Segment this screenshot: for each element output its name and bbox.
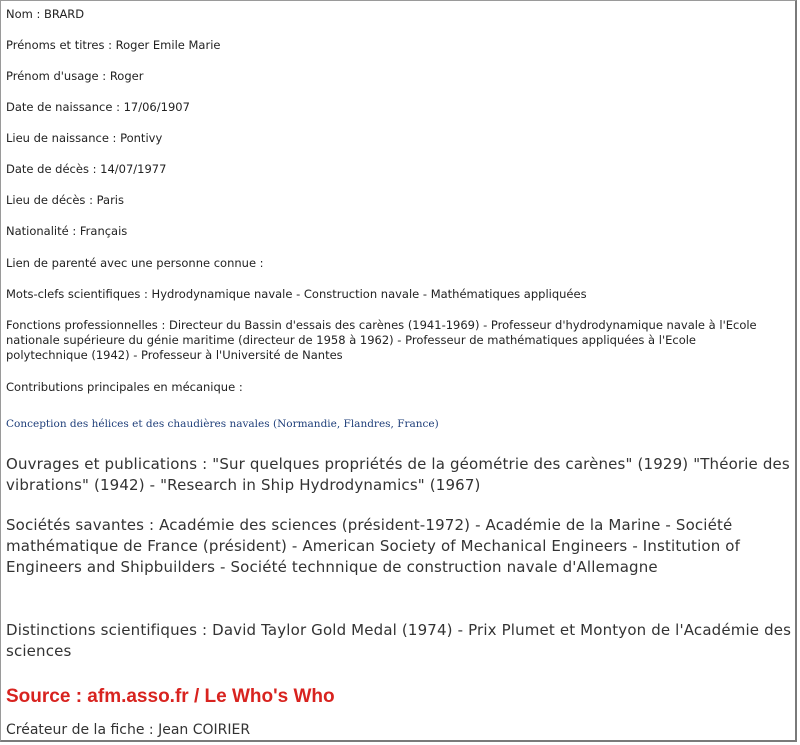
prenom-usage-field: Prénom d'usage : Roger: [6, 69, 144, 83]
nationalite-field: Nationalité : Français: [6, 224, 128, 238]
createur-field: Créateur de la fiche : Jean COIRIER: [6, 722, 251, 738]
parente-field: Lien de parenté avec une personne connue :: [6, 256, 264, 270]
source-credit: Source : afm.asso.fr / Le Who's Who: [6, 686, 335, 707]
date-naissance-field: Date de naissance : 17/06/1907: [6, 100, 190, 114]
contributions-label: Contributions principales en mécanique :: [6, 380, 243, 394]
mots-clefs-field: Mots-clefs scientifiques : Hydrodynamique navale - Construction navale - Mathématiques appliquées: [6, 287, 587, 301]
societes-field: Sociétés savantes : Académie des sciences (président-1972) - Académie de la Marine - Société mathématique de France (président) - American Society of Mechanical Engineers - Institution of Engineers and Shipbuilders - Société technnique de construction navale d'Allemagne: [6, 516, 741, 576]
lieu-deces-field: Lieu de décès : Paris: [6, 193, 124, 207]
date-deces-field: Date de décès : 14/07/1977: [6, 162, 167, 176]
nom-field: Nom : BRARD: [6, 7, 85, 21]
fonctions-field: Fonctions professionnelles : Directeur du Bassin d'essais des carènes (1941-1969) - Professeur d'hydrodynamique navale à l'Ecole nationale supérieure du génie maritime (directeur de 1958 à 1962) - Professeur de mathématiques appliquées à l'Ecole polytechnique (1942) - Professeur à l'Université de Nantes: [6, 318, 757, 362]
ouvrages-field: Ouvrages et publications : "Sur quelques propriétés de la géométrie des carènes" (1929) "Théorie des vibrations" (1942) - "Research in Ship Hydrodynamics" (1967): [6, 455, 790, 494]
contribution-detail: Conception des hélices et des chaudières navales (Normandie, Flandres, France): [6, 418, 439, 430]
distinctions-field: Distinctions scientifiques : David Taylor Gold Medal (1974) - Prix Plumet et Montyon de l'Académie des sciences: [6, 621, 792, 660]
lieu-naissance-field: Lieu de naissance : Pontivy: [6, 131, 163, 145]
prenoms-field: Prénoms et titres : Roger Emile Marie: [6, 38, 221, 52]
